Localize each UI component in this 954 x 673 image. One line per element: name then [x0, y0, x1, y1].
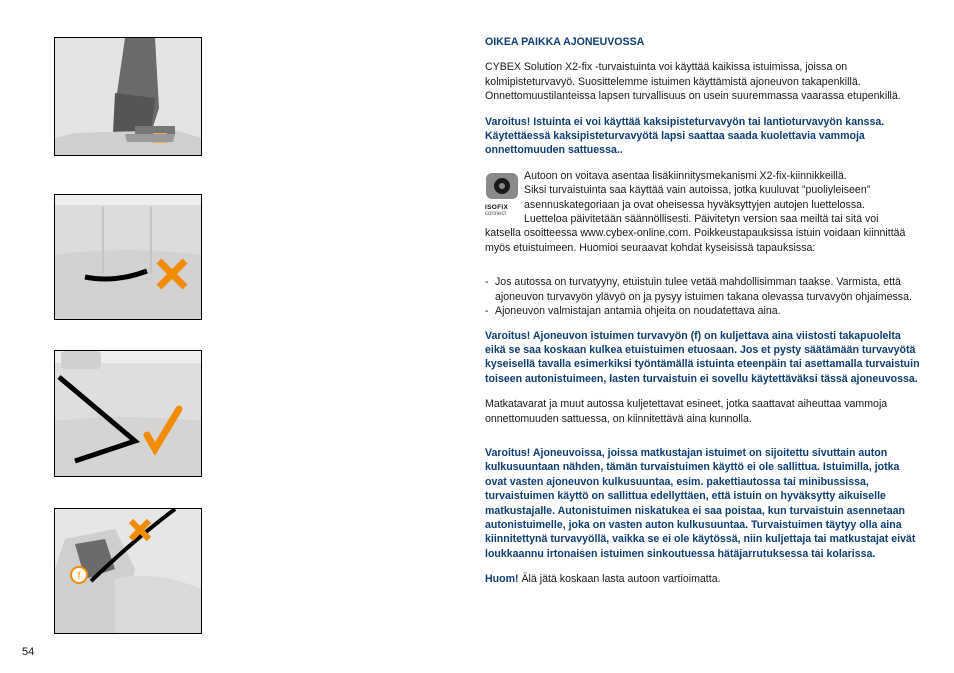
figure-label-f: f	[77, 571, 81, 582]
isofix-line: Luetteloa päivitetään säännöllisesti. Päivitetyn version saa meiltä tai sitä voi	[524, 213, 879, 226]
note-text: Älä jätä koskaan lasta autoon vartioimatta.	[518, 573, 721, 586]
isofix-line: asennuskategoriaan ja ovat oheisessa hyväksyttyjen autojen luettelossa.	[524, 198, 865, 211]
isofix-logo-subtext: connect	[485, 211, 507, 218]
note-paragraph	[485, 572, 923, 586]
warning-side-facing-seats: Varoitus! Ajoneuvoissa, joissa matkustajan istuimet on sijoitettu sivuttain auton kulkusuuntaan nähden, tämän turvaistuimen käyttö ei ole sallittua. Istuimilla, jotka ovat vasten ajoneuvon kulkusuuntaa, esim. pakettiautossa tai minibussissa, turvaistuimen käyttö on sallittua edellyttäen, että istuin on hyväksytty aikuiselle matkustajalle. Autonistuimen niskatukea ei saa poistaa, kun turvaistuin asennetaan autonistuimelle, joka on vasten auton kulkusuuntaa. Turvaistuimen täytyy olla aina kiinnitettynä turvavyöllä, vaikka se ei ole käytössä, niin kuljettaja tai matkustajat eivät loukkaannu irtonaisen istuimen sinkoutuessa hätäjarrutuksessa tai kolarissa.	[485, 446, 916, 560]
figure-lap-belt-not-allowed	[54, 194, 202, 320]
figure-three-point-belt-correct	[54, 350, 202, 477]
figure-belt-guide-front-seat	[54, 508, 202, 634]
isofix-logo-text: ISOFIX	[485, 204, 509, 212]
luggage-paragraph: Matkatavarat ja muut autossa kuljetettavat esineet, jotka saattavat aiheuttaa vammoja onnettomuuden sattuessa, on kiinnitettävä aina kunnolla.	[485, 398, 888, 425]
list-item: - Jos autossa on turvatyyny, etuistuin tulee vetää mahdollisimman taakse. Varmista, että ajoneuvon turvavyön ylävyö on ja pysyy istuimen takana olevassa turvavyön ohjaimessa.	[485, 275, 923, 304]
warning-belt-routing: Varoitus! Ajoneuvon istuimen turvavyön (f) on kuljettava aina viistosti takapuolelta eikä se saa koskaan kulkea etuistuimen etuosaan. Jos et pysty säätämään turvavyötä kyseisellä tavalla esimerkiksi työntämällä istuinta eteenpäin tai asettamalla turvaistuin toiseen autonistuimeen, lasten turvaistuin ei sovellu käytettäväksi tässä ajoneuvossa.	[485, 329, 920, 385]
isofix-line: Siksi turvaistuinta saa käyttää vain autoissa, jotka kuuluvat ”puoliyleiseen”	[524, 184, 871, 197]
page-number: 54	[22, 646, 35, 658]
intro-paragraph: CYBEX Solution X2-fix -turvaistuinta voi käyttää kaikissa istuimissa, joissa on kolmipisteturvavyö. Suosittelemme istuimen käyttämistä ajoneuvon takapenkillä. Onnettomuustilanteissa lapsen turvallisuus on usein suuremmassa vaarassa etupenkillä.	[485, 61, 901, 103]
isofix-line: Autoon on voitava asentaa lisäkiinnitysmekanismi X2-fix-kiinnikkeillä.	[524, 169, 847, 182]
isofix-icon	[485, 172, 519, 200]
note-label: Huom!	[485, 573, 519, 586]
isofix-connect-logo	[485, 172, 519, 218]
warning-two-point-belt: Varoitus! Istuinta ei voi käyttää kaksipisteturvavyön tai lantioturvavyön kanssa. Käytettäessä kaksipisteturvavyötä lapsi saattaa saada kuolettavia vammoja onnettomuuden sattuessa..	[485, 115, 885, 157]
list-item: - Ajoneuvon valmistajan antamia ohjeita on noudatettava aina.	[485, 304, 923, 318]
figure-seat-isofix-connectors	[54, 37, 202, 156]
isofix-continued: katsella osoitteessa www.cybex-online.com. Poikkeustapauksissa istuin voidaan kiinnittää myös etuistuimeen. Huomioi seuraavat kohdat kyseisissä tapauksissa:	[485, 227, 906, 254]
section-heading: OIKEA PAIKKA AJONEUVOSSA	[485, 36, 645, 48]
front-seat-conditions-list	[485, 275, 923, 318]
isofix-section	[485, 169, 923, 227]
main-text-column	[485, 35, 923, 587]
